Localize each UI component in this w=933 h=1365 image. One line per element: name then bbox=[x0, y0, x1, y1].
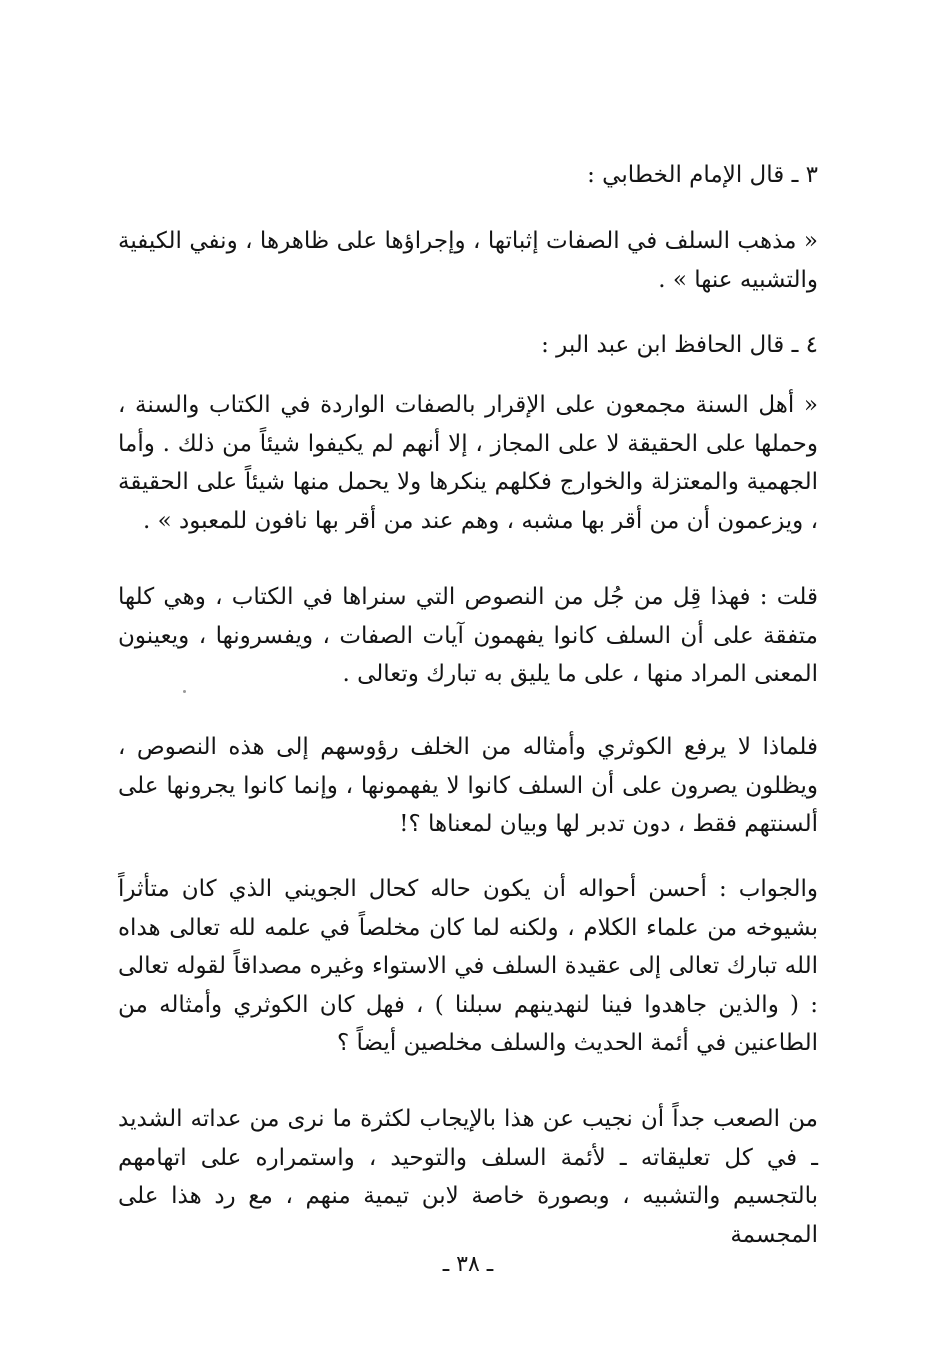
page-number: ـ ٣٨ ـ bbox=[442, 1252, 494, 1277]
quote-ibn-abd-al-barr: « أهل السنة مجمعون على الإقرار بالصفات الواردة في الكتاب والسنة ، وحملها على الحقيقة لا على المجاز ، إلا أنهم لم يكيفوا شيئاً من ذلك . وأما الجهمية والمعتزلة والخوارج فكلهم ينكرها ولا يحمل منها شيئاً على الحقيقة ، ويزعمون أن من أقر بها مشبه ، وهم عند من أقر بها نافون للمعبود » . bbox=[118, 392, 818, 534]
paragraph-min-al-sab: من الصعب جداً أن نجيب عن هذا بالإيجاب لكثرة ما نرى من عداته الشديد ـ في كل تعليقاته ـ لأئمة السلف والتوحيد ، واستمراره على اتهامهم بالتجسيم والتشبيه ، وبصورة خاصة لابن تيمية منهم ، مع رد هذا على المجسمة bbox=[118, 1106, 818, 1248]
paragraph-al-jawab: والجواب : أحسن أحواله أن يكون حاله كحال الجويني الذي كان متأثراً بشيوخه من علماء الكلام ، ولكنه لما كان مخلصاً في علمه لله تعالى هداه الله تبارك تعالى إلى عقيدة السلف في الاستواء وغيره مصداقاً لقوله تعالى : ( والذين جاهدوا فينا لنهدينهم سبلنا ) ، فهل كان الكوثري وأمثاله من الطاعنين في أئمة الحديث والسلف مخلصين أيضاً ؟ bbox=[118, 876, 818, 1056]
paragraph-qultu: قلت : فهذا قِل من جُل من النصوص التي سنراها في الكتاب ، وهي كلها متفقة على أن السلف كانوا يفهمون آيات الصفات ، ويفسرونها ، ويعينون المعنى المراد منها ، على ما يليق به تبارك وتعالى . bbox=[118, 584, 818, 687]
paragraph-limadha: فلماذا لا يرفع الكوثري وأمثاله من الخلف رؤوسهم إلى هذه النصوص ، ويظلون يصرون على أن السلف كانوا لا يفهمونها ، وإنما كانوا يجرونها على ألسنتهم فقط ، دون تدبر لها وبيان لمعناها ؟! bbox=[118, 734, 818, 837]
heading-ibn-abd-al-barr: ٤ ـ قال الحافظ ابن عبد البر : bbox=[541, 332, 818, 358]
quote-khattabi: « مذهب السلف في الصفات إثباتها ، وإجراؤها على ظاهرها ، ونفي الكيفية والتشبيه عنها » . bbox=[118, 228, 818, 293]
scan-speck bbox=[183, 690, 186, 693]
book-page bbox=[118, 0, 818, 1365]
heading-khattabi: ٣ ـ قال الإمام الخطابي : bbox=[587, 162, 818, 188]
